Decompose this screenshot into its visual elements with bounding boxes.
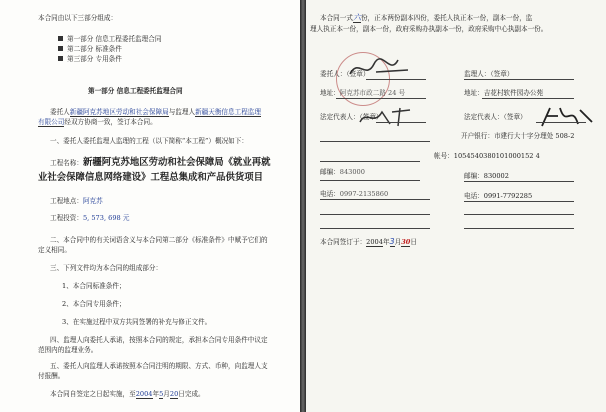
supervisor-tel-line bbox=[464, 201, 574, 202]
client-tel: 电话：0997-2135860 bbox=[320, 190, 389, 198]
project-name-line2: 业社会保障信息网络建设》工程总集成和产品供货项目 bbox=[38, 172, 264, 183]
item-2-line1: 二、本合同中的有关词语含义与本合同第二部分《标准条件》中赋予它们的 bbox=[50, 236, 268, 244]
item-3: 三、下列文件均为本合同的组成部分： bbox=[50, 264, 163, 272]
client-zip-line bbox=[320, 180, 420, 181]
client-blank-line-1 bbox=[320, 214, 430, 215]
client-sign-line bbox=[366, 79, 426, 80]
supervisor-address-line bbox=[482, 98, 574, 99]
intro-text: 本合同由以下三部分组成： bbox=[38, 14, 118, 22]
contract-page-right bbox=[306, 0, 606, 412]
project-investment: 工程投资：5, 573, 698 元 bbox=[50, 214, 130, 222]
client-label: 委托人：（签章） bbox=[320, 70, 370, 78]
copies-line1: 本合同一式六份，正本两份副本四份，委托人执正本一份，副本一份，监 bbox=[320, 13, 533, 22]
supervisor-blank-line-2 bbox=[464, 228, 574, 229]
toc-item-3: 第三部分 专用条件 bbox=[58, 55, 122, 63]
client-rep-line bbox=[376, 122, 426, 123]
completion-date: 本合同自签定之日起实施，至2004年5月20日完成。 bbox=[50, 390, 205, 398]
supervisor-zip: 邮编：830002 bbox=[464, 172, 509, 180]
bullet-icon bbox=[58, 56, 63, 61]
item-2-line2: 定义相同。 bbox=[38, 246, 71, 254]
doc-item-1: 1、本合同标准条件； bbox=[62, 282, 126, 290]
client-account-line bbox=[320, 161, 420, 162]
supervisor-blank-line-1 bbox=[464, 214, 574, 215]
bullet-icon bbox=[58, 36, 63, 41]
supervisor-rep-label: 法定代表人：（签章） bbox=[464, 113, 527, 121]
doc-item-2: 2、本合同专用条件； bbox=[62, 300, 126, 308]
item-5-line2: 付报酬。 bbox=[38, 372, 65, 380]
client-blank-line-2 bbox=[320, 228, 430, 229]
supervisor-tel: 电话：0991-7792285 bbox=[464, 192, 533, 200]
supervisor-rep-signature-mark bbox=[536, 102, 596, 132]
item-4-line1: 四、监理人向委托人承诺，按照本合同的规定，承担本合同专用条件中议定 bbox=[50, 336, 268, 344]
supervisor-rep-line bbox=[536, 122, 586, 123]
project-site: 工程地点：阿克苏 bbox=[50, 197, 103, 205]
project-name-line1: 工程名称：新疆阿克苏地区劳动和社会保障局《就业再就 bbox=[50, 157, 271, 168]
item-4-line2: 范围内的监理业务。 bbox=[38, 346, 98, 354]
contract-page-left bbox=[0, 0, 300, 412]
client-address-line bbox=[336, 98, 426, 99]
client-name: 新疆阿克苏地区劳动和社会保障局 bbox=[69, 108, 169, 116]
para-parties-line2: 有限公司经双方协商一致，签订本合同。 bbox=[38, 118, 157, 126]
supervisor-name: 新疆天衡信息工程监理 bbox=[195, 108, 261, 116]
copies-line2: 理人执正本一份，副本一份，政府采购办执副本一份，政府采购中心执副本一份。 bbox=[310, 25, 548, 33]
item-5-line1: 五、委托人向监理人承诺按照本合同注明的期限、方式、币种，向监理人支 bbox=[50, 362, 268, 370]
supervisor-label: 监理人：（签章） bbox=[464, 70, 514, 78]
doc-item-3: 3、在实施过程中双方共同签署的补充与修正文件。 bbox=[62, 318, 212, 326]
bullet-icon bbox=[58, 46, 63, 51]
client-bank-line bbox=[320, 141, 430, 142]
client-rep-label: 法定代表人：（签章） bbox=[320, 113, 383, 121]
project-name: 新疆阿克苏地区劳动和社会保障局《就业再就 bbox=[82, 157, 271, 168]
supervisor-address: 地址：吉花村软件园办公苑 bbox=[464, 89, 544, 97]
part-heading: 第一部分 信息工程委托监理合同 bbox=[88, 87, 183, 95]
signing-date: 本合同签订于：2004年3月30日 bbox=[320, 237, 417, 246]
toc-item-2: 第二部分 标准条件 bbox=[58, 45, 122, 53]
bank-info: 开户银行：市建行大十字分理处 508-2 bbox=[461, 132, 575, 140]
account-info: 帐号：1054540380101000152 4 bbox=[434, 152, 540, 160]
supervisor-zip-line bbox=[464, 181, 574, 182]
client-zip: 邮编：843000 bbox=[320, 168, 365, 176]
toc-item-1: 第一部分 信息工程委托监理合同 bbox=[58, 35, 161, 43]
para-parties-line1: 委托人新疆阿克苏地区劳动和社会保障局与监理人新疆天衡信息工程监理 bbox=[50, 108, 261, 116]
item-1: 一、委托人委托监理人监理的工程（以下简称“本工程”）概况如下： bbox=[50, 137, 248, 145]
client-address: 地址：阿克苏市政二路 24 号 bbox=[320, 89, 406, 97]
client-tel-line bbox=[320, 199, 430, 200]
supervisor-sign-line bbox=[464, 79, 574, 80]
